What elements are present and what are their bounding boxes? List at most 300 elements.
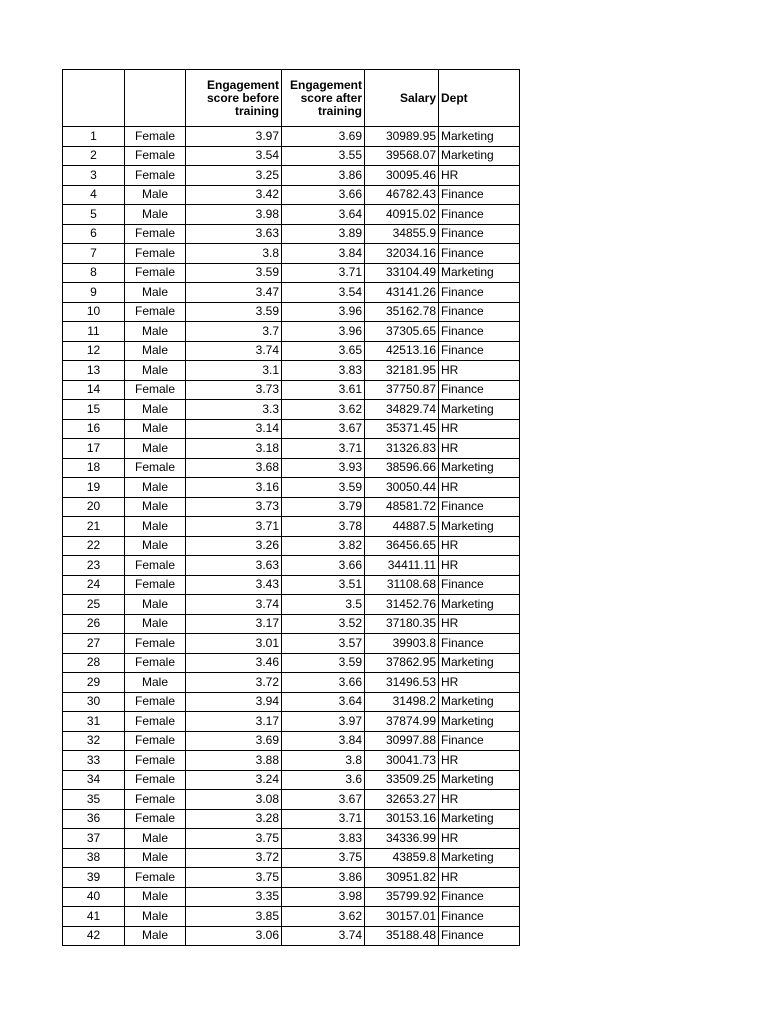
cell-salary: 46782.43 (365, 185, 439, 205)
cell-engagement-after: 3.8 (282, 751, 365, 771)
cell-id: 25 (63, 595, 125, 615)
cell-salary: 31452.76 (365, 595, 439, 615)
header-dept: Dept (439, 70, 520, 127)
cell-salary: 33509.25 (365, 770, 439, 790)
cell-salary: 32181.95 (365, 361, 439, 381)
cell-dept: Finance (439, 283, 520, 303)
cell-id: 26 (63, 614, 125, 634)
cell-id: 9 (63, 283, 125, 303)
cell-salary: 30157.01 (365, 907, 439, 927)
cell-engagement-after: 3.66 (282, 185, 365, 205)
cell-engagement-before: 3.14 (186, 419, 282, 439)
cell-gender: Male (125, 478, 186, 498)
cell-engagement-after: 3.51 (282, 575, 365, 595)
table-row (63, 887, 520, 907)
cell-dept: Marketing (439, 127, 520, 147)
cell-engagement-after: 3.86 (282, 166, 365, 186)
cell-dept: Finance (439, 322, 520, 342)
cell-engagement-after: 3.54 (282, 283, 365, 303)
cell-salary: 48581.72 (365, 497, 439, 517)
cell-gender: Female (125, 127, 186, 147)
cell-engagement-after: 3.62 (282, 907, 365, 927)
cell-gender: Male (125, 673, 186, 693)
table-row (63, 907, 520, 927)
cell-engagement-before: 3.97 (186, 127, 282, 147)
cell-engagement-before: 3.08 (186, 790, 282, 810)
cell-salary: 30050.44 (365, 478, 439, 498)
cell-dept: Marketing (439, 517, 520, 537)
cell-engagement-after: 3.98 (282, 887, 365, 907)
cell-engagement-after: 3.6 (282, 770, 365, 790)
table-row (63, 146, 520, 166)
cell-engagement-after: 3.84 (282, 731, 365, 751)
cell-dept: Finance (439, 731, 520, 751)
cell-gender: Female (125, 575, 186, 595)
cell-id: 12 (63, 341, 125, 361)
cell-engagement-after: 3.71 (282, 809, 365, 829)
cell-id: 4 (63, 185, 125, 205)
table-row (63, 790, 520, 810)
cell-dept: Finance (439, 887, 520, 907)
cell-id: 23 (63, 556, 125, 576)
cell-engagement-after: 3.93 (282, 458, 365, 478)
cell-salary: 35188.48 (365, 926, 439, 946)
cell-id: 10 (63, 302, 125, 322)
cell-engagement-after: 3.83 (282, 829, 365, 849)
cell-dept: HR (439, 829, 520, 849)
cell-engagement-before: 3.42 (186, 185, 282, 205)
cell-engagement-before: 3.17 (186, 614, 282, 634)
cell-salary: 34829.74 (365, 400, 439, 420)
cell-gender: Female (125, 458, 186, 478)
cell-engagement-after: 3.71 (282, 439, 365, 459)
cell-gender: Female (125, 653, 186, 673)
header-engagement-after: Engagement score after training (282, 70, 365, 127)
cell-engagement-before: 3.74 (186, 341, 282, 361)
cell-dept: Marketing (439, 848, 520, 868)
cell-engagement-after: 3.79 (282, 497, 365, 517)
cell-engagement-after: 3.65 (282, 341, 365, 361)
cell-salary: 44887.5 (365, 517, 439, 537)
cell-salary: 43859.8 (365, 848, 439, 868)
cell-salary: 30095.46 (365, 166, 439, 186)
cell-gender: Male (125, 497, 186, 517)
cell-gender: Female (125, 790, 186, 810)
cell-gender: Male (125, 926, 186, 946)
cell-engagement-after: 3.84 (282, 244, 365, 264)
table-row (63, 926, 520, 946)
cell-engagement-before: 3.01 (186, 634, 282, 654)
cell-salary: 30153.16 (365, 809, 439, 829)
table-row (63, 361, 520, 381)
table-row (63, 653, 520, 673)
cell-dept: Finance (439, 380, 520, 400)
table-row (63, 302, 520, 322)
cell-dept: Finance (439, 224, 520, 244)
cell-engagement-before: 3.54 (186, 146, 282, 166)
table-row (63, 751, 520, 771)
cell-dept: Marketing (439, 400, 520, 420)
cell-gender: Male (125, 283, 186, 303)
cell-salary: 37750.87 (365, 380, 439, 400)
cell-engagement-before: 3.63 (186, 556, 282, 576)
cell-dept: Marketing (439, 263, 520, 283)
table-row (63, 556, 520, 576)
cell-dept: Marketing (439, 712, 520, 732)
data-table (62, 69, 520, 946)
cell-engagement-before: 3.73 (186, 497, 282, 517)
cell-salary: 38596.66 (365, 458, 439, 478)
cell-gender: Male (125, 341, 186, 361)
cell-engagement-before: 3.69 (186, 731, 282, 751)
cell-engagement-before: 3.8 (186, 244, 282, 264)
cell-engagement-before: 3.85 (186, 907, 282, 927)
cell-id: 37 (63, 829, 125, 849)
cell-dept: Finance (439, 244, 520, 264)
cell-dept: Finance (439, 907, 520, 927)
cell-engagement-before: 3.72 (186, 673, 282, 693)
cell-engagement-after: 3.64 (282, 692, 365, 712)
cell-id: 27 (63, 634, 125, 654)
cell-id: 6 (63, 224, 125, 244)
table-row (63, 536, 520, 556)
table-row (63, 829, 520, 849)
table-row (63, 634, 520, 654)
cell-dept: Marketing (439, 692, 520, 712)
table-row (63, 263, 520, 283)
cell-engagement-after: 3.64 (282, 205, 365, 225)
cell-dept: HR (439, 361, 520, 381)
cell-salary: 31326.83 (365, 439, 439, 459)
cell-dept: HR (439, 419, 520, 439)
cell-engagement-before: 3.73 (186, 380, 282, 400)
cell-engagement-before: 3.24 (186, 770, 282, 790)
cell-id: 15 (63, 400, 125, 420)
cell-salary: 34411.11 (365, 556, 439, 576)
cell-engagement-after: 3.97 (282, 712, 365, 732)
header-row (63, 70, 520, 127)
cell-gender: Male (125, 595, 186, 615)
cell-salary: 43141.26 (365, 283, 439, 303)
table-row (63, 614, 520, 634)
cell-id: 14 (63, 380, 125, 400)
cell-salary: 31108.68 (365, 575, 439, 595)
cell-salary: 37874.99 (365, 712, 439, 732)
cell-engagement-before: 3.59 (186, 302, 282, 322)
cell-dept: Finance (439, 205, 520, 225)
cell-engagement-after: 3.74 (282, 926, 365, 946)
cell-dept: HR (439, 536, 520, 556)
table-row (63, 205, 520, 225)
cell-engagement-before: 3.72 (186, 848, 282, 868)
cell-gender: Female (125, 692, 186, 712)
cell-dept: Finance (439, 302, 520, 322)
cell-gender: Female (125, 634, 186, 654)
cell-id: 16 (63, 419, 125, 439)
cell-dept: Marketing (439, 595, 520, 615)
cell-salary: 32653.27 (365, 790, 439, 810)
header-salary: Salary (365, 70, 439, 127)
cell-engagement-after: 3.59 (282, 653, 365, 673)
cell-engagement-after: 3.55 (282, 146, 365, 166)
cell-engagement-after: 3.5 (282, 595, 365, 615)
cell-engagement-before: 3.35 (186, 887, 282, 907)
table-row (63, 517, 520, 537)
cell-engagement-after: 3.96 (282, 322, 365, 342)
cell-engagement-before: 3.47 (186, 283, 282, 303)
cell-dept: Marketing (439, 458, 520, 478)
cell-gender: Male (125, 185, 186, 205)
cell-salary: 35799.92 (365, 887, 439, 907)
table-row (63, 244, 520, 264)
cell-id: 28 (63, 653, 125, 673)
cell-salary: 35162.78 (365, 302, 439, 322)
cell-id: 22 (63, 536, 125, 556)
cell-gender: Female (125, 224, 186, 244)
cell-engagement-after: 3.78 (282, 517, 365, 537)
cell-id: 24 (63, 575, 125, 595)
cell-id: 29 (63, 673, 125, 693)
cell-engagement-after: 3.82 (282, 536, 365, 556)
cell-gender: Female (125, 809, 186, 829)
cell-salary: 30989.95 (365, 127, 439, 147)
cell-engagement-before: 3.7 (186, 322, 282, 342)
table-row (63, 868, 520, 888)
cell-gender: Male (125, 439, 186, 459)
cell-engagement-after: 3.69 (282, 127, 365, 147)
cell-engagement-before: 3.88 (186, 751, 282, 771)
cell-engagement-after: 3.67 (282, 790, 365, 810)
cell-gender: Male (125, 361, 186, 381)
cell-gender: Female (125, 770, 186, 790)
cell-salary: 39903.8 (365, 634, 439, 654)
cell-salary: 37305.65 (365, 322, 439, 342)
cell-salary: 30951.82 (365, 868, 439, 888)
cell-gender: Female (125, 146, 186, 166)
cell-salary: 30997.88 (365, 731, 439, 751)
cell-dept: HR (439, 556, 520, 576)
table-row (63, 673, 520, 693)
cell-salary: 31496.53 (365, 673, 439, 693)
cell-gender: Female (125, 166, 186, 186)
cell-id: 21 (63, 517, 125, 537)
cell-gender: Female (125, 302, 186, 322)
cell-gender: Male (125, 536, 186, 556)
cell-engagement-after: 3.67 (282, 419, 365, 439)
table-row (63, 809, 520, 829)
cell-gender: Male (125, 205, 186, 225)
cell-engagement-after: 3.75 (282, 848, 365, 868)
table-row (63, 439, 520, 459)
cell-salary: 34336.99 (365, 829, 439, 849)
cell-dept: HR (439, 478, 520, 498)
cell-engagement-before: 3.63 (186, 224, 282, 244)
cell-salary: 37180.35 (365, 614, 439, 634)
cell-id: 19 (63, 478, 125, 498)
table-row (63, 458, 520, 478)
cell-id: 39 (63, 868, 125, 888)
cell-dept: HR (439, 166, 520, 186)
cell-engagement-before: 3.26 (186, 536, 282, 556)
cell-engagement-before: 3.46 (186, 653, 282, 673)
cell-engagement-before: 3.28 (186, 809, 282, 829)
cell-engagement-before: 3.94 (186, 692, 282, 712)
table-row (63, 322, 520, 342)
cell-dept: Finance (439, 497, 520, 517)
cell-id: 35 (63, 790, 125, 810)
table-row (63, 341, 520, 361)
cell-id: 38 (63, 848, 125, 868)
header-engagement-before: Engagement score before training (186, 70, 282, 127)
cell-engagement-before: 3.59 (186, 263, 282, 283)
cell-salary: 39568.07 (365, 146, 439, 166)
cell-engagement-after: 3.52 (282, 614, 365, 634)
cell-id: 40 (63, 887, 125, 907)
cell-gender: Male (125, 322, 186, 342)
cell-id: 18 (63, 458, 125, 478)
cell-engagement-before: 3.71 (186, 517, 282, 537)
cell-dept: Marketing (439, 809, 520, 829)
cell-engagement-before: 3.17 (186, 712, 282, 732)
cell-dept: HR (439, 868, 520, 888)
cell-id: 1 (63, 127, 125, 147)
cell-dept: HR (439, 790, 520, 810)
cell-gender: Female (125, 244, 186, 264)
cell-engagement-after: 3.83 (282, 361, 365, 381)
cell-dept: HR (439, 751, 520, 771)
cell-engagement-after: 3.89 (282, 224, 365, 244)
table-row (63, 731, 520, 751)
cell-salary: 37862.95 (365, 653, 439, 673)
cell-dept: Finance (439, 185, 520, 205)
cell-gender: Male (125, 419, 186, 439)
cell-engagement-after: 3.61 (282, 380, 365, 400)
cell-engagement-before: 3.75 (186, 868, 282, 888)
cell-engagement-before: 3.3 (186, 400, 282, 420)
cell-gender: Male (125, 848, 186, 868)
cell-id: 5 (63, 205, 125, 225)
cell-salary: 42513.16 (365, 341, 439, 361)
table-row (63, 224, 520, 244)
table-row (63, 770, 520, 790)
cell-gender: Male (125, 907, 186, 927)
cell-id: 3 (63, 166, 125, 186)
cell-engagement-after: 3.66 (282, 673, 365, 693)
cell-gender: Male (125, 614, 186, 634)
table-row (63, 692, 520, 712)
cell-id: 8 (63, 263, 125, 283)
cell-engagement-after: 3.96 (282, 302, 365, 322)
cell-dept: Finance (439, 926, 520, 946)
header-gender (125, 70, 186, 127)
cell-gender: Female (125, 556, 186, 576)
cell-engagement-before: 3.74 (186, 595, 282, 615)
cell-id: 32 (63, 731, 125, 751)
cell-engagement-before: 3.98 (186, 205, 282, 225)
cell-salary: 33104.49 (365, 263, 439, 283)
cell-salary: 32034.16 (365, 244, 439, 264)
table-row (63, 595, 520, 615)
cell-engagement-before: 3.16 (186, 478, 282, 498)
cell-id: 34 (63, 770, 125, 790)
cell-dept: HR (439, 439, 520, 459)
table-row (63, 185, 520, 205)
table-row (63, 848, 520, 868)
cell-engagement-before: 3.68 (186, 458, 282, 478)
header-id (63, 70, 125, 127)
cell-gender: Male (125, 517, 186, 537)
table-row (63, 575, 520, 595)
table-row (63, 712, 520, 732)
table-row (63, 478, 520, 498)
table-body (63, 127, 520, 946)
cell-gender: Female (125, 731, 186, 751)
table-row (63, 419, 520, 439)
cell-engagement-before: 3.43 (186, 575, 282, 595)
cell-gender: Female (125, 712, 186, 732)
cell-salary: 31498.2 (365, 692, 439, 712)
cell-salary: 40915.02 (365, 205, 439, 225)
table-row (63, 283, 520, 303)
cell-dept: Finance (439, 341, 520, 361)
cell-id: 41 (63, 907, 125, 927)
cell-engagement-after: 3.66 (282, 556, 365, 576)
cell-engagement-after: 3.62 (282, 400, 365, 420)
cell-dept: Finance (439, 575, 520, 595)
cell-dept: Finance (439, 634, 520, 654)
cell-engagement-before: 3.75 (186, 829, 282, 849)
cell-id: 13 (63, 361, 125, 381)
cell-salary: 35371.45 (365, 419, 439, 439)
cell-dept: Marketing (439, 146, 520, 166)
cell-gender: Female (125, 263, 186, 283)
cell-engagement-after: 3.59 (282, 478, 365, 498)
cell-id: 31 (63, 712, 125, 732)
cell-id: 7 (63, 244, 125, 264)
cell-gender: Female (125, 868, 186, 888)
cell-gender: Male (125, 887, 186, 907)
cell-engagement-after: 3.57 (282, 634, 365, 654)
cell-dept: Marketing (439, 770, 520, 790)
cell-gender: Male (125, 400, 186, 420)
cell-id: 33 (63, 751, 125, 771)
cell-engagement-before: 3.18 (186, 439, 282, 459)
table-row (63, 166, 520, 186)
cell-dept: HR (439, 673, 520, 693)
cell-id: 42 (63, 926, 125, 946)
table-row (63, 497, 520, 517)
cell-dept: Marketing (439, 653, 520, 673)
cell-gender: Female (125, 380, 186, 400)
cell-engagement-before: 3.06 (186, 926, 282, 946)
cell-salary: 30041.73 (365, 751, 439, 771)
cell-gender: Male (125, 829, 186, 849)
cell-salary: 34855.9 (365, 224, 439, 244)
table-row (63, 380, 520, 400)
cell-id: 20 (63, 497, 125, 517)
cell-engagement-before: 3.1 (186, 361, 282, 381)
spreadsheet-page (62, 69, 520, 946)
cell-salary: 36456.65 (365, 536, 439, 556)
cell-id: 2 (63, 146, 125, 166)
cell-dept: HR (439, 614, 520, 634)
cell-engagement-after: 3.86 (282, 868, 365, 888)
cell-gender: Female (125, 751, 186, 771)
table-row (63, 400, 520, 420)
cell-engagement-before: 3.25 (186, 166, 282, 186)
cell-engagement-after: 3.71 (282, 263, 365, 283)
cell-id: 36 (63, 809, 125, 829)
